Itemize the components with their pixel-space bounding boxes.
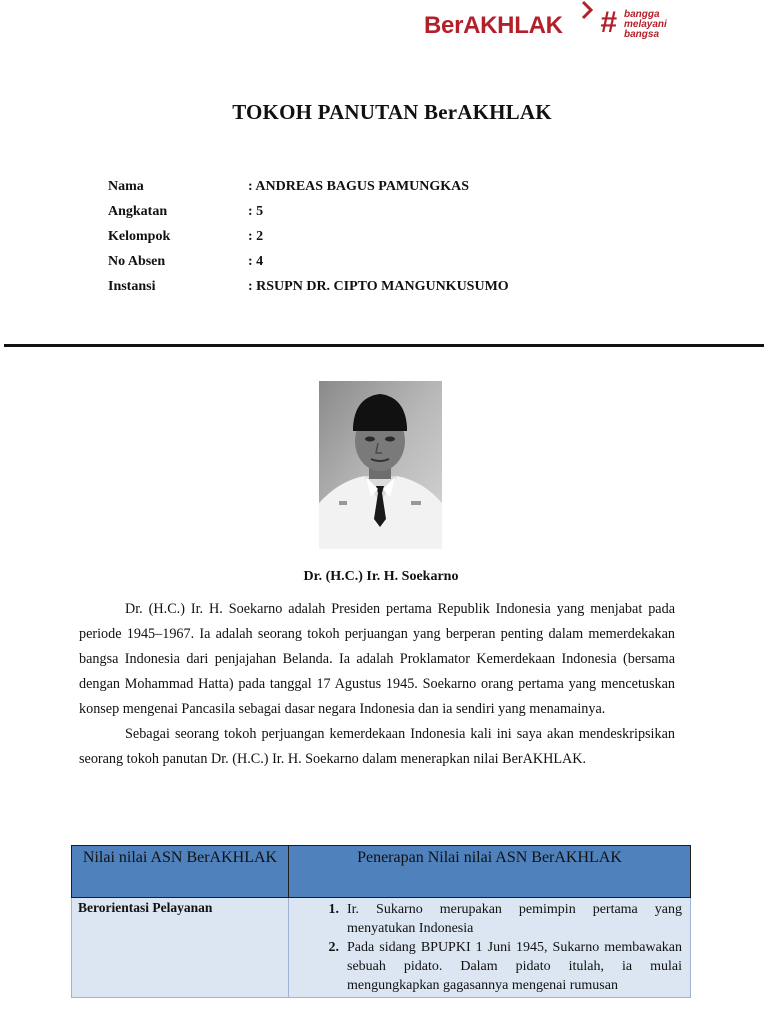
list-text: Ir. Sukarno merupakan pemimpin pertama yang menyatukan Indonesia [347, 902, 682, 936]
logo-tagline-line: bangga [624, 9, 660, 20]
list-text: Pada sidang BPUPKI 1 Juni 1945, Sukarno membawakan sebuah pidato. Dalam pidato itulah, ia mulai mengungkapkan gagasannya mengenai rumusan [347, 940, 682, 993]
table-row [72, 898, 691, 998]
portrait-image [319, 381, 442, 549]
info-value: : ANDREAS BAGUS PAMUNGKAS [248, 178, 470, 194]
info-row-no-absen [108, 249, 509, 274]
list-number: 1. [328, 902, 339, 917]
info-row-kelompok [108, 224, 509, 249]
paragraph: Sebagai seorang tokoh perjuangan kemerdekaan Indonesia kali ini saya akan mendeskripsikan seorang tokoh panutan Dr. (H.C.) Ir. H. Soekarno dalam menerapkan nilai BerAKHLAK. [79, 726, 675, 767]
info-label: Kelompok [108, 228, 171, 244]
info-value: : 2 [248, 228, 264, 244]
info-label: Angkatan [108, 203, 168, 219]
info-value: : RSUPN DR. CIPTO MANGUNKUSUMO [248, 278, 509, 294]
table-header-values: Nilai nilai ASN BerAKHLAK [72, 846, 289, 898]
table-header-application: Penerapan Nilai nilai ASN BerAKHLAK [289, 846, 691, 898]
logo-tagline [624, 10, 684, 40]
info-value: : 4 [248, 253, 264, 269]
body-text [79, 597, 675, 772]
application-list [295, 900, 684, 995]
logo-hash-symbol: # [600, 6, 617, 39]
berakhlak-values-table [71, 845, 691, 998]
list-item [295, 900, 684, 938]
table-cell-value [72, 898, 289, 998]
value-name: Berorientasi Pelayanan [78, 900, 213, 915]
logo-wordmark: BerAKHLAK [424, 12, 563, 39]
info-row-instansi [108, 274, 509, 299]
identity-info [108, 174, 509, 299]
logo-tagline-line: melayani [624, 19, 667, 30]
photo-caption: Dr. (H.C.) Ir. H. Soekarno [303, 569, 459, 584]
logo-chevron-icon [580, 0, 596, 20]
portrait-photo [319, 381, 442, 549]
info-row-angkatan [108, 199, 509, 224]
info-label: No Absen [108, 253, 166, 269]
list-number: 2. [328, 940, 339, 955]
info-value: : 5 [248, 203, 264, 219]
table-header-row [72, 846, 691, 898]
info-label: Instansi [108, 278, 156, 294]
paragraph: Dr. (H.C.) Ir. H. Soekarno adalah Presiden pertama Republik Indonesia yang menjabat pada periode 1945–1967. Ia adalah seorang tokoh perjuangan yang berperan penting dalam memerdekakan bangsa Indonesia dari penjajahan Belanda. Ia adalah Proklamator Kemerdekaan Indonesia (bersama dengan Mohammad Hatta) pada tanggal 17 Agustus 1945. Soekarno orang pertama yang mencetuskan konsep mengenai Pancasila sebagai dasar negara Indonesia dan ia sendiri yang menamainya. [79, 601, 675, 717]
table-cell-application [289, 898, 691, 998]
info-row-nama [108, 174, 509, 199]
berakhlak-logo [420, 0, 680, 50]
list-item [295, 938, 684, 995]
horizontal-divider [4, 344, 764, 347]
document-title: TOKOH PANUTAN BerAKHLAK [232, 100, 552, 124]
logo-tagline-line: bangsa [624, 29, 660, 40]
info-label: Nama [108, 178, 144, 194]
